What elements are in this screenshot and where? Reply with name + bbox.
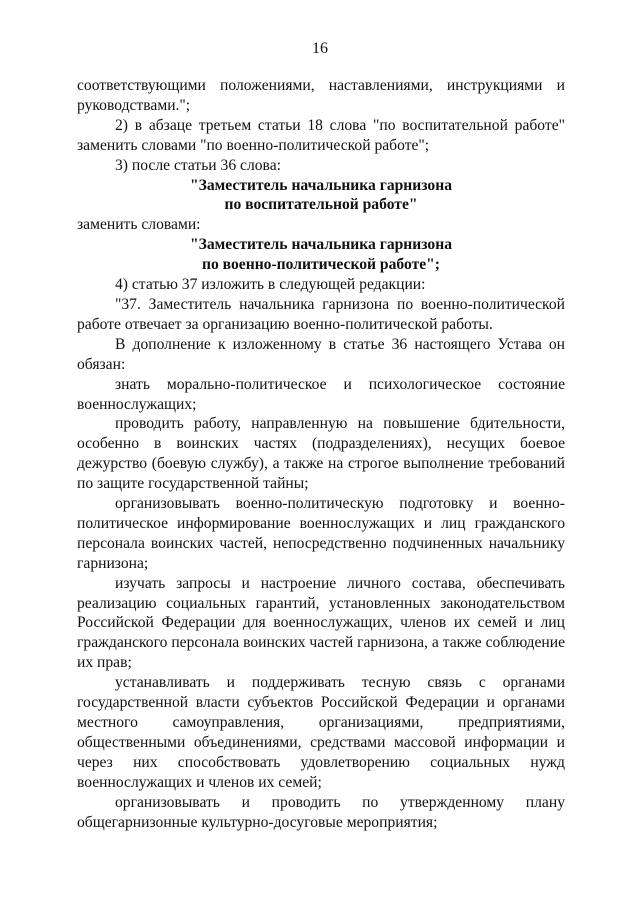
obligation-vigilance: проводить работу, направленную на повышение бдительности, особенно в воинских частях (подразделениях), несущих боевое дежурство (боевую службу), а также на строгое выполнение требований по защите государственной тайны; — [77, 415, 565, 493]
paragraph-item-2: 2) в абзаце третьем статьи 18 слова "по воспитательной работе" заменить словами "по военно-политической работе"; — [77, 116, 565, 154]
page-number: 16 — [312, 40, 328, 57]
paragraph-item-4: 4) статью 37 изложить в следующей редакции: — [115, 276, 426, 294]
obligation-training: организовывать военно-политическую подготовку и военно-политическое информирование военнослужащих и лиц гражданского персонала воинских частей, непосредственно подчиненных начальнику гарнизона; — [77, 495, 565, 572]
paragraph-item-3: 3) после статьи 36 слова: — [115, 156, 281, 174]
article-37-obligations-intro: В дополнение к изложенному в статье 36 настоящего Устава он обязан: — [77, 335, 565, 373]
obligation-knowledge: знать морально-политическое и психологическое состояние военнослужащих; — [77, 375, 565, 413]
quoted-heading-new — [77, 235, 565, 275]
article-37-intro: "37. Заместитель начальника гарнизона по военно-политической работе отвечает за организацию военно-политической работы. — [77, 295, 565, 333]
quoted-heading-new-line-1: "Заместитель начальника гарнизона — [189, 236, 453, 254]
obligation-social-guarantees: изучать запросы и настроение личного состава, обеспечивать реализацию социальных гарантий, установленных законодательством Российской Федерации для военнослужащих, членов их семей и лиц гражданского персонала воинских частей гарнизона, а также соблюдение их прав; — [77, 574, 565, 672]
quoted-heading-old — [77, 176, 565, 216]
quoted-heading-new-line-2: по военно-политической работе"; — [202, 256, 440, 274]
quoted-heading-old-line-1: "Заместитель начальника гарнизона — [189, 176, 453, 194]
paragraph-replace-with: заменить словами: — [77, 216, 201, 234]
paragraph-continuation: соответствующими положениями, наставлениями, инструкциями и руководствами."; — [77, 77, 565, 114]
obligation-liaison: устанавливать и поддерживать тесную связь с органами государственной власти субъектов Российской Федерации и органами местного самоуправления, организациями, предприятиями, общественными объединениями, средствами массовой информации и через них способствовать удовлетворению социальных нужд военнослужащих и членов их семей; — [77, 674, 565, 791]
document-body — [77, 76, 565, 832]
obligation-cultural-events: организовывать и проводить по утвержденному плану общегарнизонные культурно-досуговые мероприятия; — [77, 793, 565, 831]
quoted-heading-old-line-2: по воспитательной работе" — [224, 196, 418, 214]
